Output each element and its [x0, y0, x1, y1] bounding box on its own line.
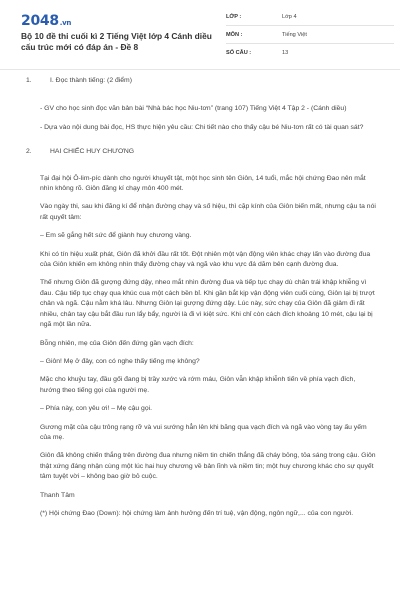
meta-key: MÔN : — [226, 31, 243, 38]
meta-value: Lớp 4 — [282, 13, 297, 20]
paragraph: - GV cho học sinh đọc văn bản bài “Nhà bác học Niu-tơn” (trang 107) Tiếng Việt 4 Tập 2 - (Cánh diều) — [40, 105, 347, 113]
logo-text: 2048 — [21, 13, 59, 29]
section-heading: I. Đọc thành tiếng: (2 điểm) — [50, 77, 132, 84]
paragraph: Bỗng nhiên, mẹ của Giôn đến đứng gần vạch đích: — [40, 339, 194, 347]
meta-table — [226, 8, 394, 62]
paragraph: – Em sẽ gắng hết sức để giành huy chương vàng. — [40, 232, 192, 240]
section-1 — [26, 76, 376, 94]
section-2 — [26, 147, 376, 165]
paragraph: - Dựa vào nội dung bài đọc, HS thực hiện yêu cầu: Chi tiết nào cho thấy cậu bé Niu-tơn rất có tài quan sát? — [40, 123, 364, 131]
site-logo[interactable] — [21, 13, 71, 29]
section-number: 2. — [26, 148, 32, 156]
paragraph: Giôn đã không chiến thắng trên đường đua nhưng niềm tin chiến thắng đã cháy bỏng, tỏa sáng trong cậu. Giôn thật xứng đáng nhận cùng một lúc hai huy chương về bản lĩnh và niềm tin; một huy chương khác cho sự quyết tâm tuyệt vời – không bao giờ bỏ cuộc. — [40, 452, 376, 481]
paragraph: Khi có tín hiệu xuất phát, Giôn đã khởi đầu rất tốt. Đột nhiên một vận động viên khác chạy lấn vào đường đua của Giôn khiến em không nhìn thấy đường chạy và ngã vào khu vực đá dăm bên cạnh đường đua. — [40, 250, 371, 269]
document-content — [26, 76, 376, 527]
meta-row-class — [226, 8, 394, 26]
paragraph: Vào ngày thi, sau khi đăng kí để nhận đường chạy và số hiệu, thì cặp kính của Giôn biến mất, nhưng cậu ta nói rất quyết tâm: — [40, 203, 376, 221]
paragraph: Gương mặt của cậu trông rạng rỡ và vui sướng hẳn lên khi băng qua vạch đích và ngã vào vòng tay ấu yếm của mẹ. — [40, 423, 367, 441]
meta-row-question-count — [226, 44, 394, 62]
story-title: HAI CHIẾC HUY CHƯƠNG — [50, 148, 135, 156]
paragraph: Thế nhưng Giôn đã gượng đứng dậy, nheo mắt nhìn đường đua và tiếp tục chạy dù chân trái khập khiễng vì đau. Cậu tiếp tục chạy qua khúc cua một cách bền bỉ. Khi gần bắt kịp vận động viên cuối cùng, Giôn lại bị trượt chân và ngã. Cậu nằm khá lâu. Nhưng Giôn lại gượng đứng dậy. Lúc này, sức chạy của Giôn đã giảm đi rất nhiều, chân tay cậu bắt đầu run lẩy bẩy, người là đi vì kiệt sức. Khi chỉ còn cách đích khoảng 10 mét, cậu lại bị ngã một lần nữa. — [40, 279, 375, 329]
paragraph: – Phía này, con yêu ơi! – Mẹ cậu gọi. — [40, 405, 153, 413]
footnote: (*) Hội chứng Đao (Down): hội chứng làm ảnh hưởng đến trí tuệ, vận động, ngôn ngữ,... của con người. — [40, 509, 354, 517]
author: Thanh Tâm — [40, 491, 75, 499]
meta-value: Tiếng Việt — [282, 31, 307, 38]
meta-key: SỐ CÂU : — [226, 50, 252, 56]
paragraph: – Giôn! Mẹ ở đây, con có nghe thấy tiếng mẹ không? — [40, 357, 200, 365]
section-number: 1. — [26, 77, 32, 84]
paragraph: Tại đại hội Ô-lim-píc dành cho người khuyết tật, một học sinh tên Giôn, 14 tuổi, mắc hội chứng Đao nên mắt nhìn không rõ. Giôn đăng kí chạy môn 400 mét. — [40, 174, 366, 193]
page-title: Bộ 10 đề thi cuối kì 2 Tiếng Việt lớp 4 Cánh diều cấu trúc mới có đáp án - Đề 8 — [21, 31, 212, 52]
document-header — [0, 0, 400, 70]
logo-suffix: .vn — [59, 19, 72, 27]
meta-row-subject — [226, 26, 394, 44]
paragraph: Mặc cho khuỷu tay, đầu gối đang bị trầy xước và rớm máu, Giôn vẫn khập khiễnh tiến về phía vạch đích, hướng theo tiếng gọi của người mẹ. — [40, 376, 356, 394]
meta-key: LỚP : — [226, 13, 242, 20]
meta-value: 13 — [282, 50, 289, 56]
